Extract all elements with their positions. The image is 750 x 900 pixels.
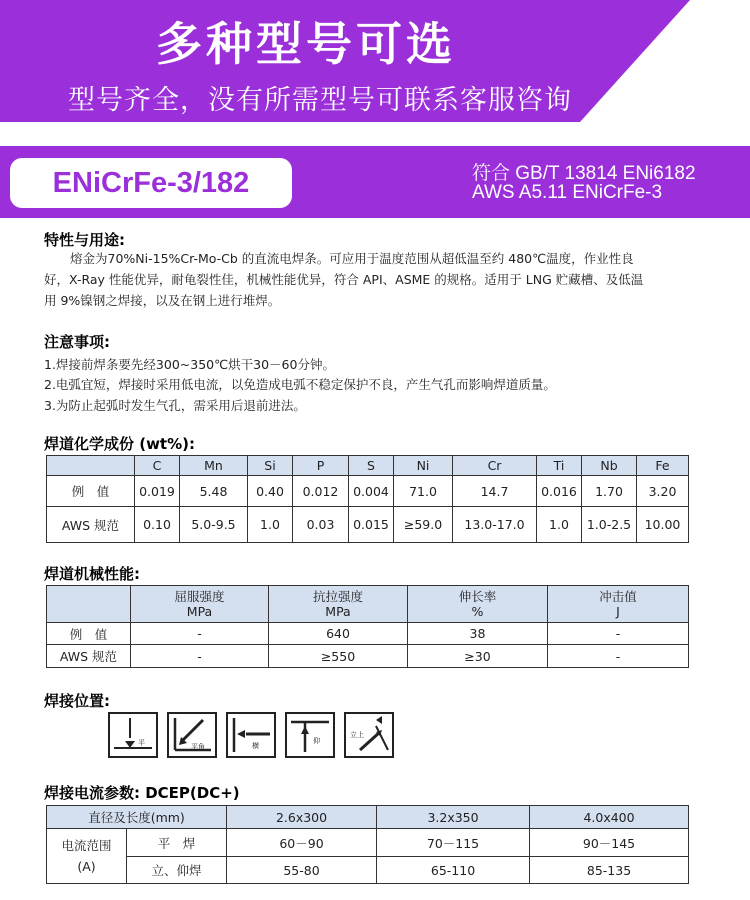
notes-title: 注意事项: (44, 333, 110, 351)
position-flat-fillet-icon (167, 712, 217, 758)
table-cell: 0.03 (293, 507, 349, 543)
note-item: 1.焊接前焊条要先经300~350℃烘干30－60分钟。 (44, 357, 335, 372)
chemistry-table (46, 455, 689, 543)
row-group-label: 电流范围 (A) (47, 829, 127, 884)
table-header-cell: Si (248, 456, 293, 476)
table-cell: 1.0-2.5 (582, 507, 637, 543)
position-label: 立上 (350, 731, 364, 739)
row-label: 例 值 (47, 623, 131, 645)
table-header-cell: P (293, 456, 349, 476)
promo-banner (0, 0, 750, 122)
table-header-cell: Ni (394, 456, 453, 476)
table-header-cell: Cr (453, 456, 537, 476)
table-cell: 0.004 (349, 476, 394, 507)
table-cell: 3.20 (637, 476, 689, 507)
table-header-cell: C (135, 456, 180, 476)
standard-line-2: AWS A5.11 ENiCrFe-3 (472, 182, 663, 203)
model-name-box (10, 158, 292, 208)
table-cell: ≥30 (408, 645, 548, 668)
table-cell: 55-80 (227, 857, 377, 884)
table-row (47, 507, 689, 543)
note-item: 2.电弧宜短，焊接时采用低电流，以免造成电弧不稳定保护不良，产生气孔而影响焊道质量。 (44, 377, 556, 392)
table-header-cell: 3.2x350 (377, 806, 530, 829)
position-label: 横 (252, 742, 259, 750)
current-title: 焊接电流参数: DCEP(DC+) (44, 784, 240, 802)
table-cell: 65-110 (377, 857, 530, 884)
position-label: 仰 (313, 737, 320, 745)
table-header-cell: 直径及长度(mm) (47, 806, 227, 829)
table-cell: 0.019 (135, 476, 180, 507)
features-line: 好，X-Ray 性能优异，耐龟裂性佳，机械性能优异，符合 API、ASME 的规格。适用于 LNG 贮藏槽、及低温 (44, 272, 644, 287)
table-cell: 640 (269, 623, 408, 645)
row-label: 立、仰焊 (127, 857, 227, 884)
mechanical-header-row (47, 586, 689, 623)
current-header-row (47, 806, 689, 829)
model-bar (0, 146, 750, 218)
table-header-cell: 伸长率 % (408, 586, 548, 623)
row-label: AWS 规范 (47, 645, 131, 668)
table-header-cell (47, 586, 131, 623)
chemistry-title: 焊道化学成份 (wt%): (44, 435, 195, 453)
table-header-cell: Nb (582, 456, 637, 476)
position-overhead-icon (285, 712, 335, 758)
position-vertical-up-icon (344, 712, 394, 758)
table-cell: 13.0-17.0 (453, 507, 537, 543)
features-text (44, 248, 694, 311)
table-cell: - (131, 623, 269, 645)
table-cell: 0.40 (248, 476, 293, 507)
table-header-cell: Fe (637, 456, 689, 476)
position-flat-icon (108, 712, 158, 758)
table-header-cell: S (349, 456, 394, 476)
table-cell: 71.0 (394, 476, 453, 507)
table-cell: 0.015 (349, 507, 394, 543)
table-cell: 1.0 (537, 507, 582, 543)
table-cell: 60－90 (227, 829, 377, 857)
table-row (47, 829, 689, 857)
row-label: 例 值 (47, 476, 135, 507)
table-cell: - (548, 645, 689, 668)
table-header-cell: Mn (180, 456, 248, 476)
table-header-cell: 2.6x300 (227, 806, 377, 829)
position-label: 平角 (191, 743, 205, 751)
table-cell: 5.0-9.5 (180, 507, 248, 543)
table-cell: 5.48 (180, 476, 248, 507)
table-cell: 85-135 (530, 857, 689, 884)
table-cell: 70－115 (377, 829, 530, 857)
banner-subtitle: 型号齐全，没有所需型号可联系客服咨询 (68, 85, 572, 116)
table-row (47, 623, 689, 645)
banner-title: 多种型号可选 (156, 17, 456, 71)
features-title: 特性与用途: (44, 231, 125, 249)
mechanical-table (46, 585, 689, 668)
model-name: ENiCrFe-3/182 (52, 167, 250, 199)
row-label: 平 焊 (127, 829, 227, 857)
positions-title: 焊接位置: (44, 692, 110, 710)
table-cell: 10.00 (637, 507, 689, 543)
table-cell: 14.7 (453, 476, 537, 507)
table-row (47, 645, 689, 668)
table-header-cell (47, 456, 135, 476)
table-header-cell: 屈服强度 MPa (131, 586, 269, 623)
position-label: 平 (138, 739, 145, 747)
table-cell: 1.70 (582, 476, 637, 507)
table-cell: 90－145 (530, 829, 689, 857)
mechanical-title: 焊道机械性能: (44, 565, 140, 583)
table-cell: 1.0 (248, 507, 293, 543)
table-cell: ≥550 (269, 645, 408, 668)
table-cell: 0.10 (135, 507, 180, 543)
features-line: 用 9%镍钢之焊接，以及在钢上进行堆焊。 (44, 293, 281, 308)
table-cell: 38 (408, 623, 548, 645)
table-row (47, 476, 689, 507)
table-cell: - (131, 645, 269, 668)
table-cell: - (548, 623, 689, 645)
chemistry-header-row (47, 456, 689, 476)
table-cell: 0.012 (293, 476, 349, 507)
table-row (47, 857, 689, 884)
row-label: AWS 规范 (47, 507, 135, 543)
table-header-cell: 4.0x400 (530, 806, 689, 829)
table-header-cell: Ti (537, 456, 582, 476)
features-line: 熔金为70%Ni-15%Cr-Mo-Cb 的直流电焊条。可应用于温度范围从超低温至约 480℃温度，作业性良 (70, 251, 634, 266)
table-header-cell: 抗拉强度 MPa (269, 586, 408, 623)
standard-line-1: 符合 GB/T 13814 ENi6182 (472, 163, 696, 184)
position-horizontal-icon (226, 712, 276, 758)
table-header-cell: 冲击值 J (548, 586, 689, 623)
note-item: 3.为防止起弧时发生气孔，需采用后退前进法。 (44, 398, 306, 413)
table-cell: 0.016 (537, 476, 582, 507)
table-cell: ≥59.0 (394, 507, 453, 543)
current-table (46, 805, 689, 884)
